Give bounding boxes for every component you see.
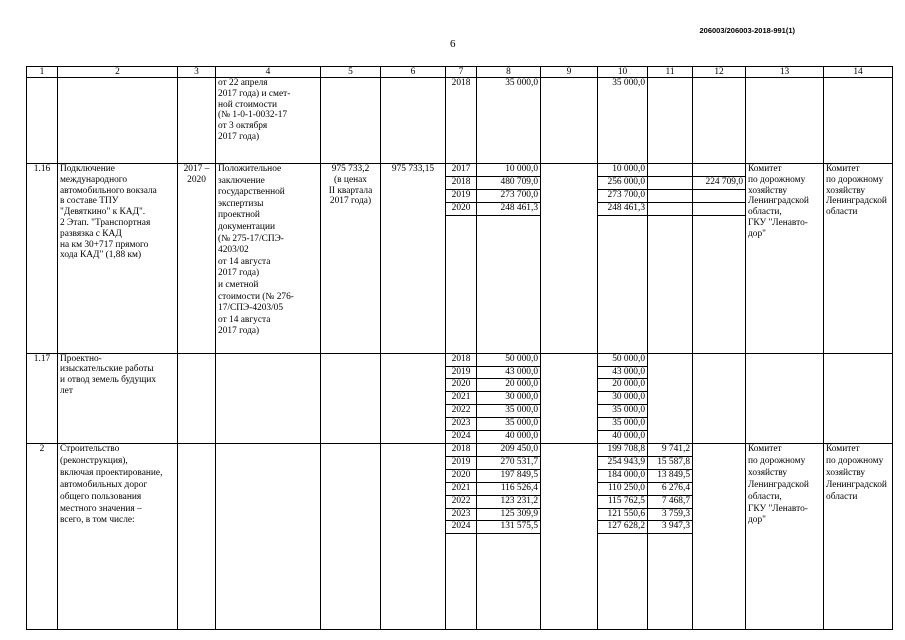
amount-cell: 209 450,0 [477,443,541,456]
program-table [26,66,893,630]
amount-cell: 3 947,3 [648,521,693,534]
amount-cell: 35 000,0 [598,78,648,164]
amount-cell: 131 575,5 [477,521,541,534]
cost-cell: 975 733,15 [381,164,446,354]
document-number: 206003/206003-2018-991(1) [699,26,795,35]
approval-doc-cell: Положительное заключение государственной экспертизы проектной документации (№ 275-17/СПЭ- 4203/02 от 14 августа 2017 года) и сметной стоимости (№ 276- 17/СПЭ-4203/05 от 14 августа 2017 года) [216,164,321,354]
table-row [27,164,893,177]
amount-cell: 35 000,0 [477,78,541,164]
amount-cell: 127 628,2 [598,521,648,534]
amount-cell: 50 000,0 [598,353,648,366]
col-header: 6 [381,67,446,78]
amount-cell: 43 000,0 [477,366,541,379]
year-cell: 2024 [446,521,477,534]
table-row [27,353,893,366]
amount-cell: 10 000,0 [477,164,541,177]
amount-cell: 35 000,0 [477,405,541,418]
amount-cell: 15 587,8 [648,456,693,469]
row-number: 1.17 [27,353,58,443]
item-name: Проектно- изыскательские работы и отвод земель будущих лет [58,353,178,443]
amount-cell: 9 741,2 [648,443,693,456]
year-cell: 2018 [446,78,477,164]
amount-cell: 256 000,0 [598,176,648,189]
col-header: 14 [824,67,893,78]
amount-cell: 20 000,0 [598,379,648,392]
col-header: 8 [477,67,541,78]
period-cell: 2017 – 2020 [178,164,216,354]
amount-cell: 116 526,4 [477,482,541,495]
amount-cell: 273 700,0 [477,189,541,202]
year-cell: 2019 [446,366,477,379]
amount-cell: 248 461,3 [477,202,541,215]
year-cell: 2022 [446,495,477,508]
col-header: 11 [648,67,693,78]
amount-cell: 6 276,4 [648,482,693,495]
col-header: 12 [693,67,746,78]
year-cell: 2019 [446,456,477,469]
amount-cell: 121 550,6 [598,508,648,521]
executor-cell: Комитет по дорожному хозяйству Ленинградской области, ГКУ "Ленавто- дор" [746,443,824,629]
amount-cell: 270 531,7 [477,456,541,469]
col-header: 13 [746,67,824,78]
amount-cell: 273 700,0 [598,189,648,202]
col-header: 5 [321,67,381,78]
year-cell: 2018 [446,176,477,189]
amount-cell: 3 759,3 [648,508,693,521]
amount-cell: 7 468,7 [648,495,693,508]
executor-cell: Комитет по дорожному хозяйству Ленинградской области, ГКУ "Ленавто- дор" [746,164,824,354]
amount-cell: 115 762,5 [598,495,648,508]
amount-cell: 110 250,0 [598,482,648,495]
year-cell: 2022 [446,405,477,418]
amount-cell: 40 000,0 [598,431,648,444]
amount-cell: 197 849,5 [477,469,541,482]
year-cell: 2020 [446,469,477,482]
year-cell: 2019 [446,189,477,202]
table-row [27,78,893,164]
amount-cell: 123 231,2 [477,495,541,508]
approval-doc-cell: от 22 апреля 2017 года) и смет- ной стоимости (№ 1-0-1-0032-17 от 3 октября 2017 года) [216,78,321,164]
amount-cell: 254 943,9 [598,456,648,469]
year-cell: 2017 [446,164,477,177]
year-cell: 2021 [446,392,477,405]
cost-cell: 975 733,2 (в ценах II квартала 2017 года) [321,164,381,354]
col-header: 4 [216,67,321,78]
header-row [27,67,893,78]
year-cell: 2023 [446,508,477,521]
table-row [27,443,893,456]
amount-cell: 50 000,0 [477,353,541,366]
amount-cell: 35 000,0 [598,405,648,418]
amount-cell: 248 461,3 [598,202,648,215]
page-number: 6 [450,38,456,50]
amount-cell: 184 000,0 [598,469,648,482]
amount-cell: 13 849,5 [648,469,693,482]
amount-cell: 30 000,0 [598,392,648,405]
col-header: 10 [598,67,648,78]
year-cell: 2023 [446,418,477,431]
col-header: 2 [58,67,178,78]
year-cell: 2024 [446,431,477,444]
year-cell: 2021 [446,482,477,495]
amount-cell: 480 709,0 [477,176,541,189]
amount-cell: 224 709,0 [693,176,746,189]
item-name: Подключение международного автомобильного вокзала в составе ТПУ "Девяткино" к КАД". 2 Этап. "Транспортная развязка с КАД на км 30+717 прямого хода КАД" (1,88 км) [58,164,178,354]
customer-cell: Комитет по дорожному хозяйству Ленинградской области [824,164,893,354]
amount-cell: 125 309,9 [477,508,541,521]
amount-cell: 10 000,0 [598,164,648,177]
amount-cell: 35 000,0 [477,418,541,431]
customer-cell: Комитет по дорожному хозяйству Ленинградской области [824,443,893,629]
year-cell: 2018 [446,443,477,456]
year-cell: 2020 [446,202,477,215]
amount-cell: 43 000,0 [598,366,648,379]
col-header: 3 [178,67,216,78]
amount-cell: 20 000,0 [477,379,541,392]
amount-cell: 30 000,0 [477,392,541,405]
amount-cell: 35 000,0 [598,418,648,431]
col-header: 7 [446,67,477,78]
col-header: 9 [541,67,598,78]
row-number: 2 [27,443,58,629]
amount-cell: 199 708,8 [598,443,648,456]
item-name: Строительство (реконструкция), включая проектирование, автомобильных дорог общего пользования местного значения – всего, в том числе: [58,443,178,629]
year-cell: 2018 [446,353,477,366]
amount-cell: 40 000,0 [477,431,541,444]
row-number: 1.16 [27,164,58,354]
col-header: 1 [27,67,58,78]
year-cell: 2020 [446,379,477,392]
